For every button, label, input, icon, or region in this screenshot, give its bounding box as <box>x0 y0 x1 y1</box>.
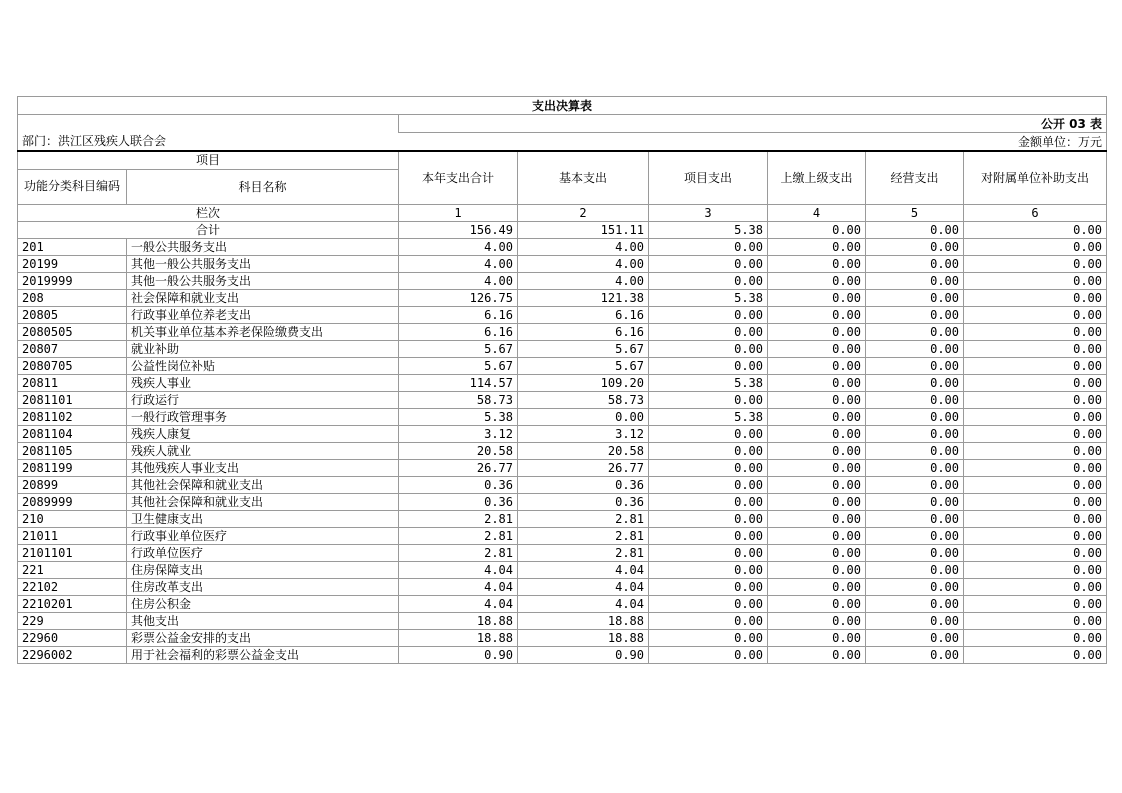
subject-code: 20805 <box>18 306 127 323</box>
table-row <box>18 510 1107 527</box>
amount-cell: 3.12 <box>399 425 518 442</box>
amount-cell: 0.00 <box>866 493 964 510</box>
subject-name: 其他一般公共服务支出 <box>127 272 399 289</box>
amount-cell: 0.00 <box>964 289 1107 306</box>
subject-name: 住房改革支出 <box>127 578 399 595</box>
amount-cell: 0.00 <box>649 238 768 255</box>
amount-cell: 0.00 <box>768 238 866 255</box>
amount-cell: 4.00 <box>399 255 518 272</box>
amount-cell: 4.04 <box>399 578 518 595</box>
amount-cell: 0.00 <box>649 561 768 578</box>
table-row <box>18 425 1107 442</box>
amount-cell: 0.00 <box>866 544 964 561</box>
amount-cell: 0.00 <box>964 442 1107 459</box>
subject-code: 21011 <box>18 527 127 544</box>
table-row <box>18 527 1107 544</box>
amount-cell: 0.00 <box>964 527 1107 544</box>
amount-cell: 0.00 <box>964 561 1107 578</box>
table-row <box>18 442 1107 459</box>
form-number: 公开 03 表 <box>399 115 1107 133</box>
amount-cell: 0.00 <box>964 391 1107 408</box>
amount-cell: 26.77 <box>518 459 649 476</box>
subject-code: 22960 <box>18 629 127 646</box>
amount-cell: 0.00 <box>649 510 768 527</box>
total-value: 0.00 <box>866 221 964 238</box>
subject-name: 机关事业单位基本养老保险缴费支出 <box>127 323 399 340</box>
amount-cell: 0.00 <box>768 391 866 408</box>
amount-cell: 0.00 <box>768 272 866 289</box>
subject-code: 2081105 <box>18 442 127 459</box>
amount-cell: 0.36 <box>518 476 649 493</box>
amount-cell: 0.00 <box>768 425 866 442</box>
amount-cell: 0.00 <box>649 595 768 612</box>
amount-cell: 0.00 <box>649 442 768 459</box>
amount-cell: 0.00 <box>964 493 1107 510</box>
amount-cell: 114.57 <box>399 374 518 391</box>
subject-code: 221 <box>18 561 127 578</box>
amount-cell: 0.00 <box>964 578 1107 595</box>
amount-cell: 0.00 <box>649 629 768 646</box>
amount-cell: 0.00 <box>964 544 1107 561</box>
table-row <box>18 238 1107 255</box>
lanci-label: 栏次 <box>18 204 399 221</box>
amount-cell: 5.38 <box>649 374 768 391</box>
amount-cell: 0.00 <box>964 425 1107 442</box>
amount-cell: 0.00 <box>866 289 964 306</box>
subject-name: 一般行政管理事务 <box>127 408 399 425</box>
amount-cell: 0.00 <box>768 255 866 272</box>
subject-code: 2101101 <box>18 544 127 561</box>
amount-cell: 4.04 <box>399 561 518 578</box>
amount-cell: 0.00 <box>964 510 1107 527</box>
amount-cell: 0.00 <box>866 510 964 527</box>
amount-cell: 0.00 <box>866 306 964 323</box>
amount-cell: 3.12 <box>518 425 649 442</box>
amount-cell: 0.00 <box>649 493 768 510</box>
header-code: 功能分类科目编码 <box>18 169 127 204</box>
subject-code: 2080505 <box>18 323 127 340</box>
amount-cell: 20.58 <box>399 442 518 459</box>
amount-cell: 0.00 <box>768 306 866 323</box>
table-row <box>18 612 1107 629</box>
amount-cell: 58.73 <box>399 391 518 408</box>
amount-cell: 6.16 <box>518 306 649 323</box>
amount-cell: 0.00 <box>649 476 768 493</box>
subject-code: 2089999 <box>18 493 127 510</box>
amount-cell: 0.00 <box>649 357 768 374</box>
subject-code: 210 <box>18 510 127 527</box>
subject-name: 其他一般公共服务支出 <box>127 255 399 272</box>
table-row <box>18 272 1107 289</box>
amount-cell: 5.38 <box>649 408 768 425</box>
total-value: 0.00 <box>964 221 1107 238</box>
amount-cell: 0.90 <box>518 646 649 663</box>
subject-code: 20199 <box>18 255 127 272</box>
amount-cell: 0.00 <box>768 561 866 578</box>
subject-name: 其他社会保障和就业支出 <box>127 493 399 510</box>
amount-cell: 0.00 <box>768 374 866 391</box>
amount-cell: 0.00 <box>964 357 1107 374</box>
header-name: 科目名称 <box>127 169 399 204</box>
amount-cell: 0.00 <box>768 289 866 306</box>
amount-cell: 0.00 <box>649 272 768 289</box>
lanci-num: 5 <box>866 204 964 221</box>
amount-cell: 0.00 <box>866 255 964 272</box>
amount-cell: 0.00 <box>768 510 866 527</box>
amount-cell: 0.00 <box>866 561 964 578</box>
header-col-1: 本年支出合计 <box>399 151 518 204</box>
amount-cell: 0.00 <box>866 374 964 391</box>
amount-cell: 5.38 <box>649 289 768 306</box>
header-col-4: 上缴上级支出 <box>768 151 866 204</box>
amount-cell: 0.00 <box>866 238 964 255</box>
table-row <box>18 459 1107 476</box>
amount-cell: 0.00 <box>768 476 866 493</box>
subject-code: 208 <box>18 289 127 306</box>
amount-cell: 2.81 <box>518 510 649 527</box>
table-row <box>18 646 1107 663</box>
subject-name: 其他支出 <box>127 612 399 629</box>
expenditure-statement-sheet <box>17 96 1106 664</box>
total-value: 156.49 <box>399 221 518 238</box>
amount-cell: 4.00 <box>518 272 649 289</box>
subject-name: 行政事业单位养老支出 <box>127 306 399 323</box>
subject-code: 20807 <box>18 340 127 357</box>
amount-cell: 0.00 <box>649 306 768 323</box>
amount-cell: 0.36 <box>518 493 649 510</box>
amount-cell: 0.00 <box>768 442 866 459</box>
amount-cell: 5.67 <box>518 357 649 374</box>
amount-cell: 4.04 <box>518 561 649 578</box>
amount-cell: 0.00 <box>964 255 1107 272</box>
amount-cell: 0.00 <box>768 544 866 561</box>
amount-cell: 2.81 <box>399 544 518 561</box>
subject-code: 2080705 <box>18 357 127 374</box>
amount-cell: 0.00 <box>866 527 964 544</box>
amount-cell: 0.00 <box>649 323 768 340</box>
lanci-num: 3 <box>649 204 768 221</box>
amount-cell: 4.00 <box>518 255 649 272</box>
amount-cell: 0.00 <box>768 629 866 646</box>
subject-name: 卫生健康支出 <box>127 510 399 527</box>
amount-cell: 0.00 <box>768 493 866 510</box>
amount-cell: 0.00 <box>649 391 768 408</box>
amount-cell: 0.00 <box>649 612 768 629</box>
amount-cell: 0.00 <box>518 408 649 425</box>
amount-cell: 0.00 <box>649 578 768 595</box>
table-row <box>18 306 1107 323</box>
subject-name: 残疾人康复 <box>127 425 399 442</box>
amount-cell: 0.00 <box>964 612 1107 629</box>
amount-cell: 121.38 <box>518 289 649 306</box>
subject-name: 社会保障和就业支出 <box>127 289 399 306</box>
table-row <box>18 476 1107 493</box>
table-row <box>18 340 1107 357</box>
amount-cell: 4.00 <box>518 238 649 255</box>
table-title: 支出决算表 <box>18 97 1107 115</box>
amount-cell: 0.00 <box>649 255 768 272</box>
amount-cell: 2.81 <box>518 544 649 561</box>
amount-cell: 0.00 <box>649 646 768 663</box>
subject-name: 残疾人就业 <box>127 442 399 459</box>
header-col-2: 基本支出 <box>518 151 649 204</box>
subject-name: 一般公共服务支出 <box>127 238 399 255</box>
total-value: 0.00 <box>768 221 866 238</box>
amount-cell: 18.88 <box>399 629 518 646</box>
amount-cell: 4.04 <box>518 578 649 595</box>
amount-cell: 0.00 <box>866 629 964 646</box>
amount-cell: 0.00 <box>964 459 1107 476</box>
amount-cell: 0.00 <box>866 578 964 595</box>
amount-cell: 0.00 <box>649 425 768 442</box>
subject-name: 住房公积金 <box>127 595 399 612</box>
lanci-row <box>18 204 1107 221</box>
amount-cell: 0.90 <box>399 646 518 663</box>
subject-name: 行政事业单位医疗 <box>127 527 399 544</box>
unit-label: 金额单位：万元 <box>399 133 1107 152</box>
table-row <box>18 323 1107 340</box>
amount-cell: 0.00 <box>964 629 1107 646</box>
subject-name: 行政单位医疗 <box>127 544 399 561</box>
table-row <box>18 544 1107 561</box>
table-row <box>18 391 1107 408</box>
amount-cell: 0.00 <box>964 306 1107 323</box>
amount-cell: 0.00 <box>768 595 866 612</box>
lanci-num: 1 <box>399 204 518 221</box>
amount-cell: 0.00 <box>768 612 866 629</box>
amount-cell: 0.00 <box>866 340 964 357</box>
amount-cell: 6.16 <box>399 323 518 340</box>
department-label: 部门：洪江区残疾人联合会 <box>18 133 399 152</box>
amount-cell: 5.67 <box>518 340 649 357</box>
table-row <box>18 493 1107 510</box>
subject-code: 2081102 <box>18 408 127 425</box>
amount-cell: 0.00 <box>649 459 768 476</box>
amount-cell: 2.81 <box>399 510 518 527</box>
amount-cell: 0.00 <box>964 476 1107 493</box>
table-row <box>18 561 1107 578</box>
header-xiangmu: 项目 <box>18 151 399 169</box>
subject-name: 残疾人事业 <box>127 374 399 391</box>
table-row <box>18 255 1107 272</box>
amount-cell: 0.00 <box>964 646 1107 663</box>
amount-cell: 0.00 <box>768 408 866 425</box>
lanci-num: 6 <box>964 204 1107 221</box>
subject-code: 22102 <box>18 578 127 595</box>
subject-name: 用于社会福利的彩票公益金支出 <box>127 646 399 663</box>
amount-cell: 0.00 <box>866 442 964 459</box>
header-col-6: 对附属单位补助支出 <box>964 151 1107 204</box>
amount-cell: 0.00 <box>964 374 1107 391</box>
amount-cell: 18.88 <box>518 612 649 629</box>
amount-cell: 0.00 <box>768 578 866 595</box>
amount-cell: 4.04 <box>518 595 649 612</box>
amount-cell: 0.00 <box>866 646 964 663</box>
amount-cell: 0.36 <box>399 476 518 493</box>
amount-cell: 0.00 <box>866 595 964 612</box>
table-row <box>18 408 1107 425</box>
subject-name: 彩票公益金安排的支出 <box>127 629 399 646</box>
amount-cell: 4.04 <box>399 595 518 612</box>
subject-code: 2019999 <box>18 272 127 289</box>
amount-cell: 0.00 <box>649 527 768 544</box>
table-row <box>18 289 1107 306</box>
header-col-3: 项目支出 <box>649 151 768 204</box>
amount-cell: 18.88 <box>518 629 649 646</box>
amount-cell: 0.00 <box>866 323 964 340</box>
subject-code: 20811 <box>18 374 127 391</box>
amount-cell: 5.67 <box>399 357 518 374</box>
amount-cell: 0.00 <box>866 459 964 476</box>
amount-cell: 0.00 <box>866 476 964 493</box>
amount-cell: 0.00 <box>964 340 1107 357</box>
amount-cell: 0.00 <box>649 544 768 561</box>
header-col-5: 经营支出 <box>866 151 964 204</box>
amount-cell: 20.58 <box>518 442 649 459</box>
total-label: 合计 <box>18 221 399 238</box>
subject-code: 2081199 <box>18 459 127 476</box>
amount-cell: 0.00 <box>768 340 866 357</box>
subject-code: 229 <box>18 612 127 629</box>
amount-cell: 126.75 <box>399 289 518 306</box>
amount-cell: 0.00 <box>964 408 1107 425</box>
amount-cell: 0.00 <box>866 272 964 289</box>
amount-cell: 0.00 <box>768 323 866 340</box>
lanci-num: 2 <box>518 204 649 221</box>
amount-cell: 0.00 <box>866 391 964 408</box>
total-row <box>18 221 1107 238</box>
subject-code: 2296002 <box>18 646 127 663</box>
amount-cell: 0.00 <box>964 595 1107 612</box>
subject-code: 20899 <box>18 476 127 493</box>
amount-cell: 0.00 <box>768 527 866 544</box>
total-value: 5.38 <box>649 221 768 238</box>
table-row <box>18 374 1107 391</box>
amount-cell: 58.73 <box>518 391 649 408</box>
amount-cell: 2.81 <box>518 527 649 544</box>
subject-code: 2210201 <box>18 595 127 612</box>
subject-code: 2081104 <box>18 425 127 442</box>
amount-cell: 0.00 <box>768 646 866 663</box>
amount-cell: 109.20 <box>518 374 649 391</box>
amount-cell: 18.88 <box>399 612 518 629</box>
amount-cell: 4.00 <box>399 272 518 289</box>
amount-cell: 6.16 <box>399 306 518 323</box>
amount-cell: 0.00 <box>866 357 964 374</box>
table-row <box>18 629 1107 646</box>
amount-cell: 0.00 <box>768 459 866 476</box>
amount-cell: 0.00 <box>964 272 1107 289</box>
subject-name: 行政运行 <box>127 391 399 408</box>
lanci-num: 4 <box>768 204 866 221</box>
subject-name: 就业补助 <box>127 340 399 357</box>
amount-cell: 26.77 <box>399 459 518 476</box>
subject-name: 其他残疾人事业支出 <box>127 459 399 476</box>
total-value: 151.11 <box>518 221 649 238</box>
table-row <box>18 357 1107 374</box>
amount-cell: 0.00 <box>649 340 768 357</box>
amount-cell: 6.16 <box>518 323 649 340</box>
amount-cell: 0.36 <box>399 493 518 510</box>
subject-code: 2081101 <box>18 391 127 408</box>
amount-cell: 0.00 <box>866 408 964 425</box>
amount-cell: 0.00 <box>964 323 1107 340</box>
subject-name: 其他社会保障和就业支出 <box>127 476 399 493</box>
amount-cell: 0.00 <box>768 357 866 374</box>
expenditure-table <box>17 96 1107 664</box>
amount-cell: 5.67 <box>399 340 518 357</box>
subject-name: 住房保障支出 <box>127 561 399 578</box>
subject-name: 公益性岗位补贴 <box>127 357 399 374</box>
table-row <box>18 595 1107 612</box>
amount-cell: 0.00 <box>964 238 1107 255</box>
amount-cell: 5.38 <box>399 408 518 425</box>
amount-cell: 0.00 <box>866 425 964 442</box>
subject-code: 201 <box>18 238 127 255</box>
amount-cell: 2.81 <box>399 527 518 544</box>
table-row <box>18 578 1107 595</box>
amount-cell: 0.00 <box>866 612 964 629</box>
amount-cell: 4.00 <box>399 238 518 255</box>
